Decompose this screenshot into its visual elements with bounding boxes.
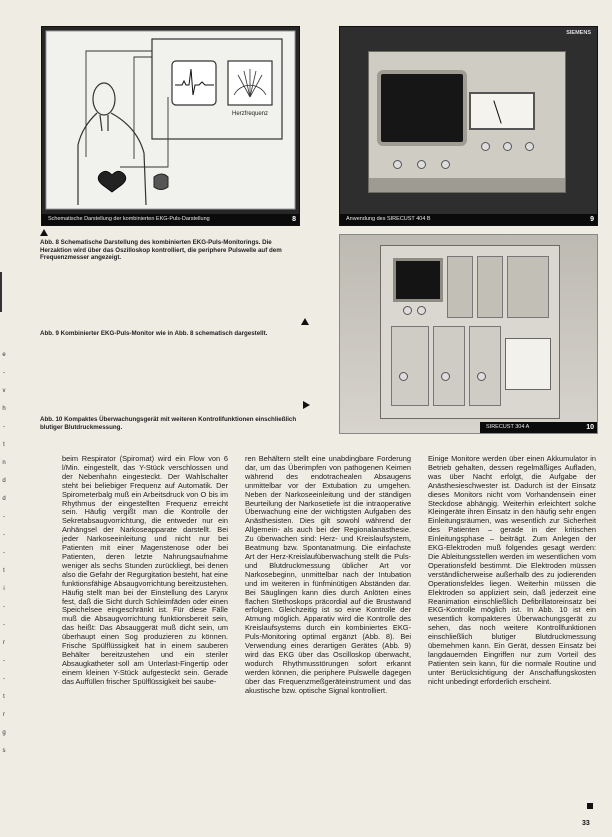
caption-pointer-up-icon — [301, 318, 309, 325]
control-knob — [403, 306, 412, 315]
page-number: 33 — [582, 820, 590, 827]
module-slot — [391, 326, 429, 406]
body-column-1 — [62, 455, 228, 813]
margin-edge-mark — [0, 272, 7, 312]
margin-fragment: r — [3, 640, 5, 646]
crt-screen — [393, 258, 443, 302]
margin-fragment: - — [3, 658, 5, 664]
figure-10-slide-number: 10 — [586, 424, 594, 431]
scope-label: Herzfrequenz — [232, 111, 269, 117]
figure-8-banner: Schematische Darstellung der kombinierten EKG-Puls-Darstellung — [42, 214, 299, 225]
oscilloscope-tube — [377, 70, 467, 146]
device-base — [369, 178, 565, 192]
body-column-2 — [245, 455, 411, 813]
body-text-col3: Einige Monitore werden über einen Akkumulator in Betrieb gehalten, dessen regelmäßiges Aufladen, was über Nacht erfolgt, die Aufgabe der Anästhesieschwester ist. Dadurch ist der Einsatz dieses Monitors nicht vom Vorhandensein einer Steckdose abhängig. Weiterhin erleichtert solche Kleingeräte ihren Einsatz in den häufig sehr engen Einleitungsräumen, was wesentlich zur Sicherheit des Patienten – gerade in der kritischen Einleitungsphase – beiträgt. Zum Anlegen der EKG-Elektroden muß folgendes gesagt werden: Die Ableitungsstellen werden im wesentlichen vom Operationsfeld bestimmt. Die Elektroden müssen verständlicherweise außerhalb des zu jodierenden Operationsfeldes liegen. Weiterhin müssen die Elektroden so appliziert sein, daß jederzeit eine Reanimation einschließlich Defibrillatoreinsatz bei EKG-Kontrolle möglich ist. In Abb. 10 ist ein wesentlich kompakteres Überwachungsgerät zu sehen, das noch weitere Kontrollfunktionen einschließlich blutiger Blutdruckmessung übernehmen kann. Ein Gerät, dessen Einsatz bei langdauernden Eingriffen nur zum Vorteil des Patienten sein kann, für die normale Routine und unter Berücksichtigung der Anschaffungskosten nicht unbedingt erforderlich erscheint. — [428, 455, 596, 686]
figure-9-caption: Abb. 9 Kombinierter EKG-Puls-Monitor wie in Abb. 8 schematisch dargestellt. — [40, 330, 268, 337]
control-knob — [503, 142, 512, 151]
analog-rate-meter — [469, 92, 535, 130]
figure-8-schematic — [41, 26, 300, 226]
margin-fragment: e — [2, 352, 6, 358]
control-knob — [417, 306, 426, 315]
figure-9-photo — [339, 26, 598, 226]
body-text-col2: ren Behältern stellt eine unabdingbare Forderung dar, um das Überimpfen von pathogenen Keimen während des endotrachealen Absaugens unmittelbar vor der Extubation zu umgehen. Neben der Narkoseeinleitung und der ständigen Beurteilung der Narkosetiefe ist die intraoperative Überwachung eine der wichtigsten Aufgaben des Anästhesisten. Dies gilt sowohl während der Allgemein- als auch bei der Regionalanästhesie. Zu überwachen sind: Herz- und Kreislaufsystem, Beatmung bzw. Spontanatmung. Die einfachste Art der Herz-Kreislaufüberwachung stellt die Puls- und Blutdruckmessung üblicher Art vor Narkosebeginn, unmittelbar nach der Intubation und im weiteren in fünfminütigen Abständen dar. Bei Säuglingen kann dies durch Anlöten eines flachen Stethoskops präcordial auf die Brustwand erfolgen. Gleichzeitig ist so eine Kontrolle der Atmung möglich. Apparativ wird die Kontrolle des Kreislaufsystems durch ein kombiniertes EKG-Puls-Monitoring optimal ergänzt (Abb. 8). Bei Verwendung eines derartigen Gerätes (Abb. 9) wird das EKG über das Oscilloskop überwacht, wodurch Rhythmusstörungen sofort erkannt werden können, die periphere Pulswelle dagegen über das Frequenzmeßgeräteinstrument und das akustische bzw. optische Signal kontrolliert. — [245, 455, 411, 695]
figure-10-photo — [339, 234, 598, 434]
margin-fragment: - — [3, 514, 5, 520]
margin-fragment: - — [3, 532, 5, 538]
margin-fragment: d — [2, 478, 6, 484]
end-mark-icon — [587, 803, 593, 809]
margin-fragment: t — [3, 442, 5, 448]
control-knob — [441, 372, 450, 381]
control-knob — [417, 160, 426, 169]
module-slot — [477, 256, 503, 318]
control-knob — [399, 372, 408, 381]
monitor-unit — [380, 245, 560, 419]
margin-fragment: v — [2, 388, 6, 394]
margin-fragment: i — [3, 586, 5, 592]
photo-top-label: SIEMENS — [566, 30, 591, 36]
module-slot — [447, 256, 473, 318]
caption-pointer-up-icon — [40, 229, 48, 236]
control-knob — [441, 160, 450, 169]
figure-10-banner: SIRECUST 304 A — [480, 422, 597, 433]
module-slot — [469, 326, 501, 406]
margin-fragment: t — [3, 694, 5, 700]
oscilloscope-screen — [172, 61, 216, 105]
margin-fragment: h — [2, 406, 6, 412]
margin-fragment: - — [3, 604, 5, 610]
margin-fragment: - — [3, 622, 5, 628]
figure-8-caption: Abb. 8 Schematische Darstellung des kombinierten EKG-Puls-Monitorings. Die Herzaktion wird über das Oszilloskop kontrolliert, die periphere Pulswelle auf dem Frequenzmesser angezeigt. — [40, 239, 282, 262]
margin-fragment: - — [3, 424, 5, 430]
caption-pointer-right-icon — [303, 401, 310, 409]
margin-fragment: n — [2, 460, 6, 466]
figure-8-slide-number: 8 — [292, 216, 296, 223]
chart-recorder — [505, 338, 551, 390]
margin-fragment: - — [3, 550, 5, 556]
margin-fragment: g — [2, 730, 6, 736]
margin-fragment: - — [3, 370, 5, 376]
control-knob — [525, 142, 534, 151]
monitor-device — [368, 51, 566, 193]
figure-10-caption: Abb. 10 Kompaktes Überwachungsgerät mit weiteren Kontrollfunktionen einschließlich blutiger Blutdruckmessung. — [40, 416, 297, 431]
body-column-3 — [428, 455, 596, 813]
control-knob — [393, 160, 402, 169]
control-knob — [477, 372, 486, 381]
margin-fragment: d — [2, 496, 6, 502]
module-slot — [507, 256, 549, 318]
margin-fragment: t — [3, 568, 5, 574]
margin-fragment: s — [2, 748, 6, 754]
margin-fragment: - — [3, 676, 5, 682]
schematic-drawing — [42, 27, 299, 225]
control-knob — [481, 142, 490, 151]
figure-9-banner: Anwendung des SIRECUST 404 B — [340, 214, 597, 225]
margin-fragment: r — [3, 712, 5, 718]
module-slot — [433, 326, 465, 406]
body-text-col1: beim Respirator (Spiromat) wird ein Flow von 6 l/Min. eingestellt, das Y-Stück verschlossen und der Nebenhahn eingesteckt. Der Wahlschalter steht bei beliebiger Frequenz auf Automatik. Der Spirometerbalg muß ein Arbeitsdruck von O bis im Rhythmus der eingestellten Frequenz erreicht sein. Häufig vergißt man die Kontrolle der Sekretabsaugvorrichtung, die entweder nur ein Anhängsel der Narkoseapparate darstellt. Bei jeder Narkoseeinleitung und nicht nur bei Patienten mit einer Magenstenose oder bei Patienten, deren letzte Nahrungsaufnahme weniger als sechs Stunden zurückliegt, bei denen also die Gefahr der Regurgitation besteht, hat eine funktionsfähige Absaugvorrichtung bereitzustehen. Häufig stellt man bei der Einstellung des Larynx fest, daß die Sicht durch Schleimfäden oder einen Speichelsee eingeschränkt ist. Für diese Fälle muß die Absaugvorrichtung funktionsbereit sein, das heißt: Das Absauggerät muß dicht sein, um überhaupt einen Sog produzieren zu können. Frische Spülflüssigkeit hat in einem sauberen Behälter bereitzustehen und ein steriler Absaugkatheter soll am Unterlast-Fingertip oder einem kleinen Y-Stück aufgesteckt sein. Gerade das Auffüllen frischer Spülflüssigkeit bei saube- — [62, 455, 228, 686]
figure-9-slide-number: 9 — [590, 216, 594, 223]
